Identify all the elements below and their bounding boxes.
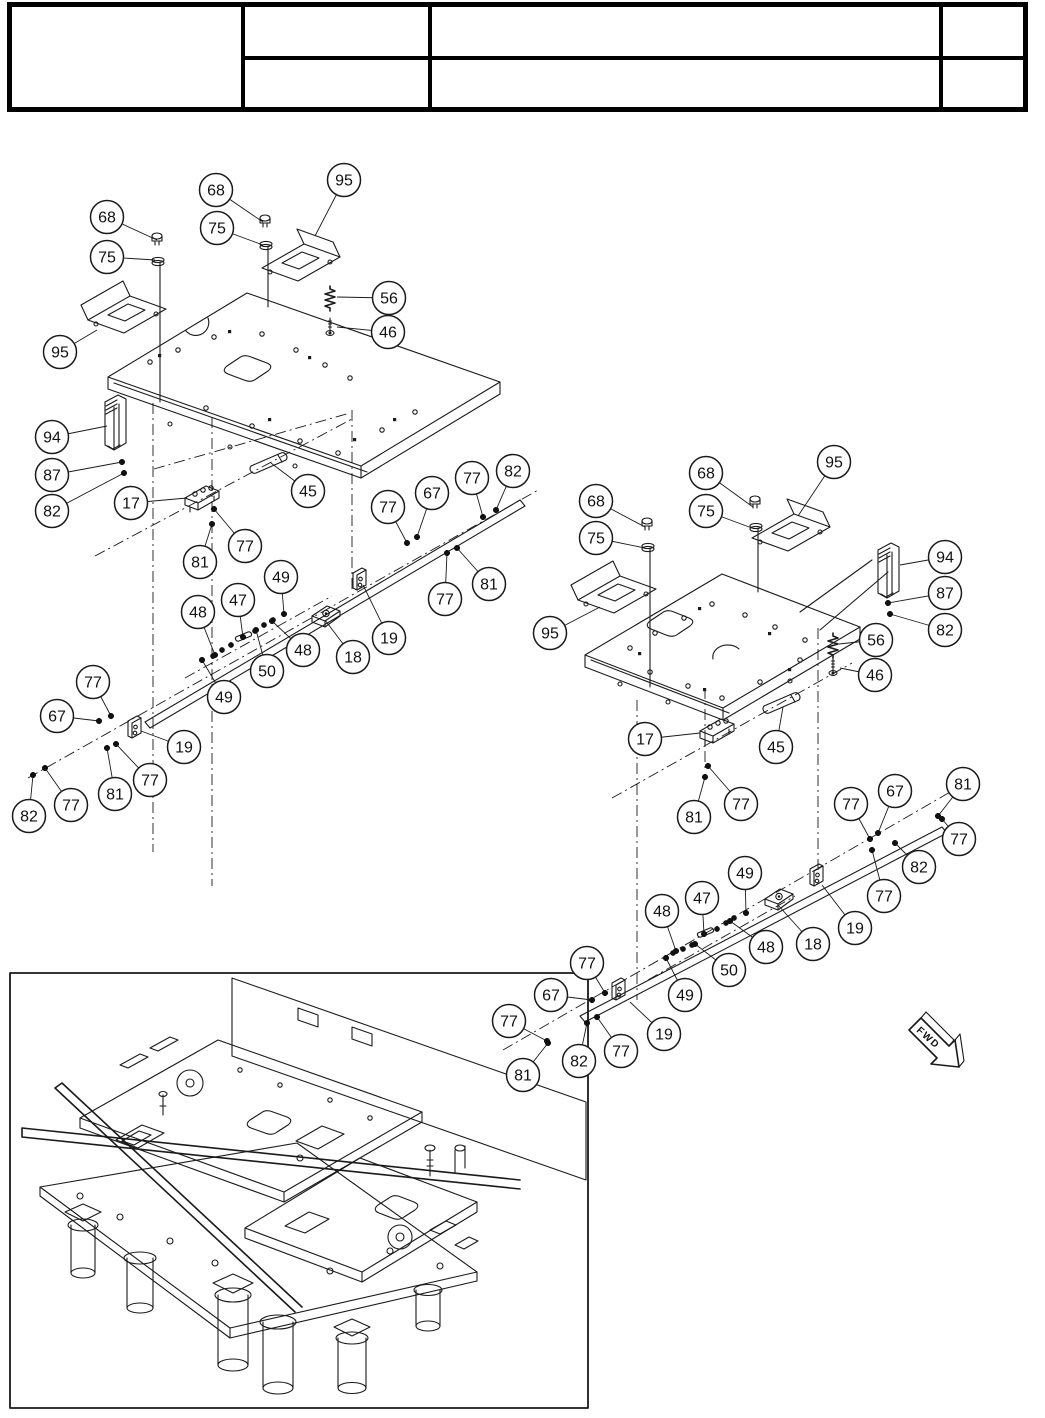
callout-number: 81 — [106, 786, 124, 804]
callout-number: 50 — [720, 962, 738, 980]
bracket-19 — [810, 864, 823, 886]
screw-68-icon — [642, 518, 652, 530]
fastener-dot — [212, 652, 218, 658]
fastener-dot — [121, 470, 127, 476]
fastener-dot — [209, 521, 215, 527]
strip-94 — [105, 395, 126, 450]
callout-number: 19 — [655, 1026, 673, 1044]
callout-number: 47 — [229, 592, 247, 610]
callout-number: 77 — [62, 797, 80, 815]
callout-number: 19 — [175, 739, 193, 757]
callout-number: 77 — [842, 796, 860, 814]
fastener-dot — [96, 718, 102, 724]
fastener-dot — [119, 459, 125, 465]
callout-number: 67 — [542, 987, 560, 1005]
callout-number: 47 — [693, 890, 711, 908]
callout-number: 94 — [936, 549, 954, 567]
callout-number: 68 — [98, 209, 116, 227]
fastener-dot — [281, 611, 287, 617]
callout-number: 95 — [335, 172, 353, 190]
callout-number: 75 — [208, 220, 226, 238]
washer-75-icon — [152, 257, 164, 265]
strip-94 — [878, 543, 899, 598]
callout-number: 81 — [480, 576, 498, 594]
callout-number: 56 — [867, 632, 885, 650]
callout-number: 87 — [936, 585, 954, 603]
callout-number: 77 — [612, 1043, 630, 1061]
fastener-dot — [692, 941, 698, 947]
fastener-dot — [867, 836, 873, 842]
fastener-dot — [673, 948, 679, 954]
callout-number: 46 — [866, 667, 884, 685]
fastener-dot — [113, 741, 119, 747]
fastener-dot — [594, 1014, 600, 1020]
bracket-95 — [752, 499, 830, 551]
callout-number: 48 — [294, 642, 312, 660]
fastener-dot — [444, 550, 450, 556]
callout-number: 17 — [636, 731, 654, 749]
fastener-dot — [30, 772, 36, 778]
assembled-view-box — [10, 973, 588, 1408]
fastener-dot — [493, 507, 499, 513]
callout-number: 87 — [43, 467, 61, 485]
fastener-dot — [42, 765, 48, 771]
callout-number: 95 — [825, 454, 843, 472]
screw-46-icon — [829, 658, 837, 675]
callout-number: 68 — [587, 493, 605, 511]
callout-number: 77 — [236, 538, 254, 556]
fastener-dot — [104, 745, 110, 751]
cylinder-45 — [250, 453, 287, 473]
fastener-dot — [480, 514, 486, 520]
callout-number: 68 — [697, 465, 715, 483]
callout-number: 77 — [141, 772, 159, 790]
fwd-label: FWD — [913, 1025, 942, 1052]
fastener-dot — [727, 918, 733, 924]
callout-number: 82 — [20, 808, 38, 826]
callout-number: 67 — [886, 783, 904, 801]
callout-number: 48 — [189, 604, 207, 622]
fastener-dot — [584, 1020, 590, 1026]
fastener-dot — [199, 657, 205, 663]
bracket-19 — [612, 978, 625, 1000]
callout-number: 75 — [697, 503, 715, 521]
callout-number: 77 — [732, 796, 750, 814]
fastener-dot — [269, 618, 275, 624]
fastener-dot — [414, 534, 420, 540]
callout-number: 46 — [379, 324, 397, 342]
callout-number: 18 — [344, 649, 362, 667]
spring-56-icon — [325, 286, 335, 311]
callout-number: 67 — [423, 485, 441, 503]
callout-number: 82 — [504, 463, 522, 481]
callout-number: 45 — [299, 483, 317, 501]
fastener-dot — [939, 816, 945, 822]
fastener-dot — [892, 840, 898, 846]
fastener-dot — [589, 997, 595, 1003]
bracket-95 — [571, 561, 656, 613]
callout-number: 56 — [380, 290, 398, 308]
screw-46-icon — [326, 318, 334, 335]
callout-number: 48 — [757, 939, 775, 957]
fastener-dot — [869, 847, 875, 853]
callout-number: 82 — [43, 503, 61, 521]
callout-number: 48 — [653, 903, 671, 921]
fastener-dot — [887, 611, 893, 617]
fastener-dot — [705, 763, 711, 769]
fastener-dot — [875, 830, 881, 836]
callout-number: 81 — [191, 554, 209, 572]
callout-number: 81 — [514, 1067, 532, 1085]
callout-number: 75 — [587, 530, 605, 548]
fastener-dot — [253, 627, 259, 633]
callout-number: 95 — [541, 625, 559, 643]
fastener-dot — [108, 713, 114, 719]
callout-number: 50 — [258, 663, 276, 681]
callout-number: 67 — [48, 708, 66, 726]
fastener-dot — [885, 600, 891, 606]
callout-number: 77 — [463, 470, 481, 488]
fastener-dot — [454, 545, 460, 551]
fastener-dot — [602, 990, 608, 996]
callout-number: 19 — [846, 920, 864, 938]
callout-number: 19 — [380, 630, 398, 648]
callout-number: 49 — [272, 569, 290, 587]
fastener-dot — [545, 1040, 551, 1046]
fastener-dot — [404, 540, 410, 546]
callout-balloons-layer — [13, 164, 980, 1092]
callout-number: 77 — [950, 831, 968, 849]
callout-number: 77 — [379, 499, 397, 517]
callout-number: 81 — [954, 776, 972, 794]
bracket-95 — [262, 229, 340, 281]
callout-number: 77 — [875, 888, 893, 906]
callout-number: 49 — [676, 987, 694, 1005]
callout-number: 49 — [215, 689, 233, 707]
fastener-dot — [743, 910, 749, 916]
callout-number: 95 — [51, 344, 69, 362]
callout-number: 68 — [207, 182, 225, 200]
fastener-dot — [663, 955, 669, 961]
plate-hole-pattern — [148, 330, 417, 468]
foot-cylinder — [65, 1204, 442, 1394]
fastener-dot — [701, 931, 707, 937]
callout-number: 82 — [910, 859, 928, 877]
callout-number: 17 — [122, 495, 140, 513]
callout-number: 18 — [804, 936, 822, 954]
bracket-95 — [81, 281, 166, 333]
fwd-arrow — [909, 1012, 964, 1067]
callout-number: 94 — [43, 429, 61, 447]
callout-number: 75 — [98, 249, 116, 267]
callout-number: 82 — [936, 622, 954, 640]
washer-75-icon — [260, 241, 272, 249]
callout-number: 77 — [578, 955, 596, 973]
callout-number: 77 — [436, 591, 454, 609]
callout-number: 81 — [685, 809, 703, 827]
callout-number: 45 — [767, 739, 785, 757]
bracket-19 — [128, 716, 141, 738]
fastener-dot — [702, 774, 708, 780]
callout-number: 49 — [736, 865, 754, 883]
fastener-dot — [211, 506, 217, 512]
plate-hole-pattern — [618, 602, 807, 704]
fastener-dot — [240, 634, 246, 640]
callout-number: 77 — [500, 1013, 518, 1031]
screw-68-icon — [152, 233, 162, 245]
callout-number: 82 — [570, 1053, 588, 1071]
callout-number: 77 — [84, 674, 102, 692]
